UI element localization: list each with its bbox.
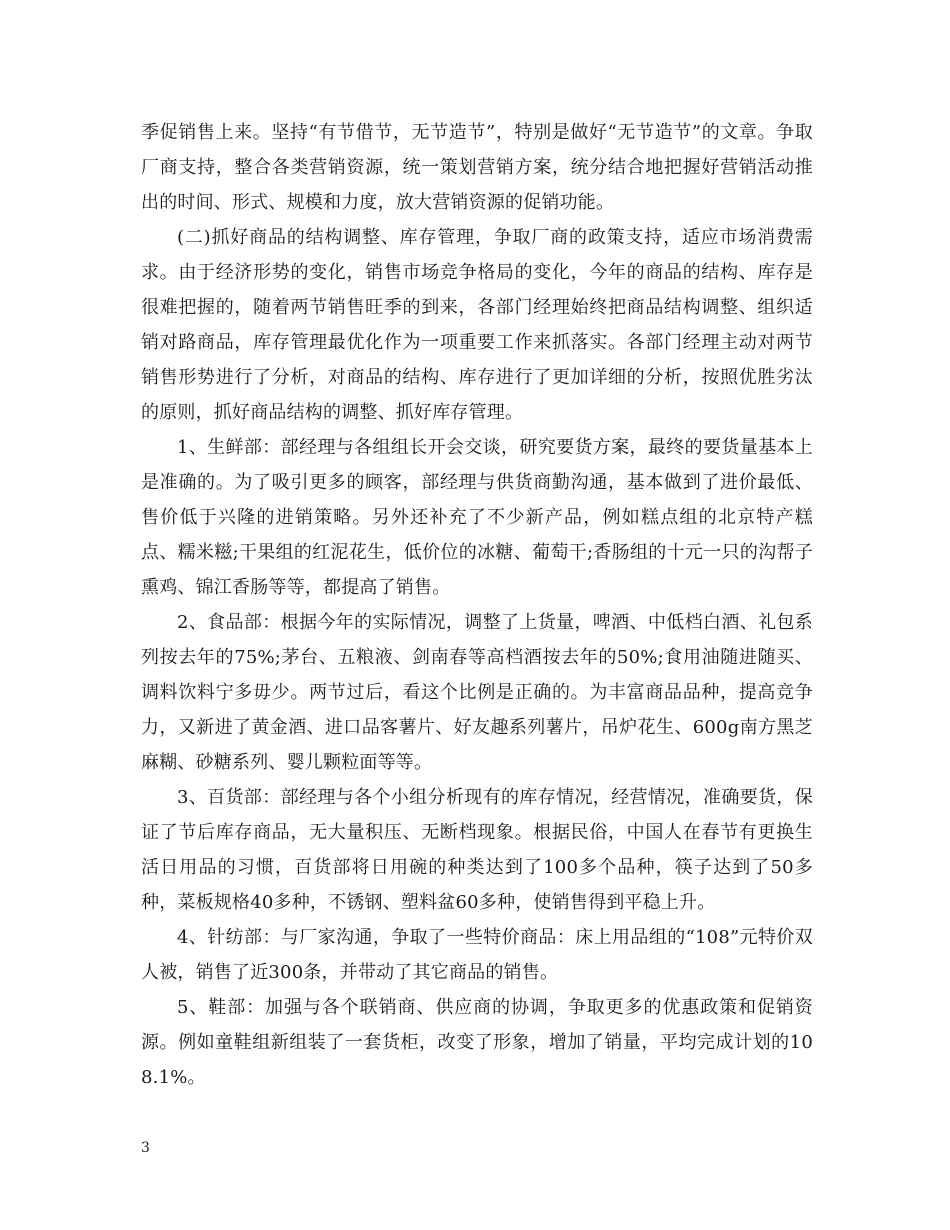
page-number: 3 (141, 1140, 150, 1156)
document-body (141, 115, 813, 1095)
paragraph-food-dept: 2、食品部：根据今年的实际情况，调整了上货量，啤酒、中低档白酒、礼包系列按去年的75%;茅台、五粮液、剑南春等高档酒按去年的50%;食用油随进随买、调料饮料宁多毋少。两节过后，看这个比例是正确的。为丰富商品品种，提高竞争力，又新进了黄金酒、进口品客薯片、好友趣系列薯片，吊炉花生、600g南方黑芝麻糊、砂糖系列、婴儿颗粒面等等。 (141, 612, 813, 773)
paragraph-general-merchandise-dept: 3、百货部：部经理与各个小组分析现有的库存情况，经营情况，准确要货，保证了节后库存商品，无大量积压、无断档现象。根据民俗，中国人在春节有更换生活日用品的习惯，百货部将日用碗的种类达到了100多个品种，筷子达到了50多种，菜板规格40多种，不锈钢、塑料盆60多种，使销售得到平稳上升。 (141, 787, 813, 913)
paragraph-shoe-dept: 5、鞋部：加强与各个联销商、供应商的协调，争取更多的优惠政策和促销资源。例如童鞋组新组装了一套货柜，改变了形象，增加了销量，平均完成计划的108.1%。 (141, 997, 813, 1088)
paragraph-intro: 季促销售上来。坚持“有节借节，无节造节”，特别是做好“无节造节”的文章。争取厂商支持，整合各类营销资源，统一策划营销方案，统分结合地把握好营销活动推出的时间、形式、规模和力度，放大营销资源的促销功能。 (141, 122, 813, 213)
paragraph-textile-dept: 4、针纺部：与厂家沟通，争取了一些特价商品：床上用品组的“108”元特价双人被，销售了近300条，并带动了其它商品的销售。 (141, 927, 813, 983)
paragraph-fresh-dept: 1、生鲜部：部经理与各组组长开会交谈，研究要货方案，最终的要货量基本上是准确的。为了吸引更多的顾客，部经理与供货商勤沟通，基本做到了进价最低、售价低于兴隆的进销策略。另外还补充了不少新产品，例如糕点组的北京特产糕点、糯米糍;干果组的红泥花生，低价位的冰糖、葡萄干;香肠组的十元一只的沟帮子熏鸡、锦江香肠等等，都提高了销售。 (141, 437, 813, 598)
paragraph-structure-adjustment: (二)抓好商品的结构调整、库存管理，争取厂商的政策支持，适应市场消费需求。由于经济形势的变化，销售市场竞争格局的变化，今年的商品的结构、库存是很难把握的，随着两节销售旺季的到来，各部门经理始终把商品结构调整、组织适销对路商品，库存管理最优化作为一项重要工作来抓落实。各部门经理主动对两节销售形势进行了分析，对商品的结构、库存进行了更加详细的分析，按照优胜劣汰的原则，抓好商品结构的调整、抓好库存管理。 (141, 227, 813, 423)
